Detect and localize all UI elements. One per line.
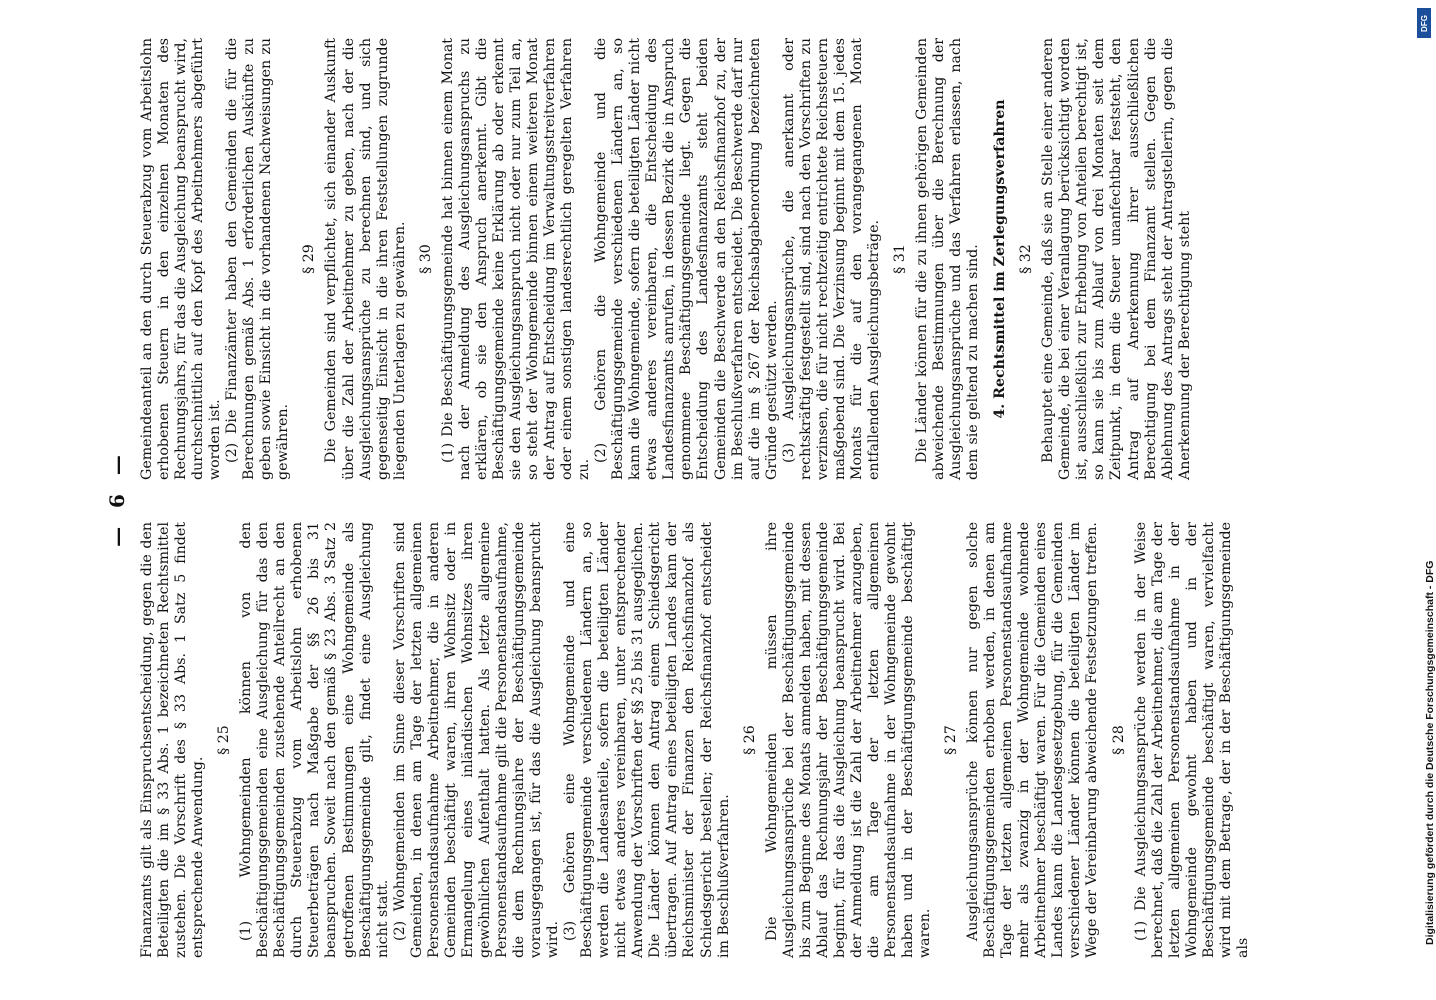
section-heading: § 30 [417,244,434,274]
right-column [139,38,1335,480]
paragraph: Die Wohngemeinden müssen ihre Ausgleichungsansprüche bei der Beschäftigungsgemeinde bis zum Beginne des Monats anmelden haben, mit dessen Ablauf das Rechnungsjahr der Beschäftigungsgemeinde beginnt, für das die Ausgleichung beansprucht wird. Bei der Anmeldung ist die Zahl der Arbeitnehmer anzugeben, die am Tage der letzten allgemeinen Personenstandsaufnahme in der Wohngemeinde gewohnt haben und in der Beschäftigungsgemeinde beschäftigt waren. [763,522,934,958]
paragraph: Behauptet eine Gemeinde, daß sie an Stelle einer anderen Gemeinde, die bei einer Veranlagung berücksichtigt worden ist, ausschließlich zur Erhebung von Anteilen berechtigt ist, so kann sie bis zum Ablauf von drei Monaten seit dem Zeitpunkt, in dem die Steuer unanfechtbar feststeht, den Antrag auf Anerkennung ihrer ausschließlichen Berechtigung bei dem Finanzamt stellen. Gegen die Ablehnung des Antrags steht der Antragstellerin, gegen die Anerkennung der Berechtigung steht [1040,38,1193,480]
paragraph: (2) Gehören die Wohngemeinde und die Beschäftigungsgemeinde verschiedenen Ländern an, so kann die Wohngemeinde, sofern die beteiligten Länder nicht etwas anderes vereinbaren, die Entscheidung des Landesfinanzamts anrufen, in dessen Bezirk die in Anspruch genommene Beschäftigungsgemeinde liegt. Gegen die Entscheidung des Landesfinanzamts steht beiden Gemeinden die Beschwerde an den Reichsfinanzhof zu, der im Beschlußverfahren entscheidet. Die Beschwerde darf nur auf die im § 267 der Reichsabgabenordnung bezeichneten Gründe gestützt werden. [593,38,780,480]
rotated-document-page [105,38,1335,958]
section-heading: § 32 [1018,244,1035,274]
paragraph: (1) Die Beschäftigungsgemeinde hat binnen einem Monat nach der Anmeldung des Ausgleichungsanspruchs zu erklären, ob sie den Anspruch anerkennt. Gibt die Beschäftigungsgemeinde keine Erklärung ab oder erkennt sie den Ausgleichungsanspruch nicht oder nur zum Teil an, so steht der Wohngemeinde binnen einem weiteren Monat der Antrag auf Entscheidung im Verwaltungsstreitverfahren oder einem sonstigen landesrechtlich geregelten Verfahren zu. [439,38,593,480]
section-heading: § 26 [741,725,758,755]
section-heading: § 28 [1110,725,1127,755]
paragraph: (3) Gehören eine Wohngemeinde und eine Beschäftigungsgemeinde verschiedenen Ländern an, so werden die Landesanteile, sofern die beteiligten Länder nicht etwas anderes vereinbaren, unter entsprechender Anwendung der Vorschriften der §§ 25 bis 31 ausgeglichen. Die Länder können den Antrag einem Schiedsgericht übertragen. Auf Antrag eines beteiligten Landes kann der Reichsminister der Finanzen den Reichsfinanzhof als Schiedsgericht bestellen; der Reichsfinanzhof entscheidet im Beschlußverfahren. [562,522,732,958]
chapter-heading: 4. Rechtsmittel im Zerlegungsverfahren [992,99,1009,419]
paragraph: Gemeindeanteil an den durch Steuerabzug vom Arbeitslohn erhobenen Steuern in den einzelnen Monaten des Rechnungsjahrs, für das die Ausgleichung beansprucht wird, durchschnittlich auf den Kopf des Arbeitnehmers abgeführt worden ist. [139,38,224,480]
paragraph: (2) Wohngemeinden im Sinne dieser Vorschriften sind Gemeinden, in denen am Tage der letzten allgemeinen Personenstandsaufnahme Arbeitnehmer, die in anderen Gemeinden beschäftigt waren, ihren Wohnsitz oder in Ermangelung eines inländischen Wohnsitzes ihren gewöhnlichen Aufenthalt hatten. Als letzte allgemeine Personenstandsaufnahme gilt die Personenstandsaufnahme, die dem Rechnungsjahre der Beschäftigungsgemeinde vorausgegangen ist, für das die Ausgleichung beansprucht wird. [391,522,562,958]
paragraph: (3) Ausgleichungsansprüche, die anerkannt oder rechtskräftig festgestellt sind, sind nach den Vorschriften zu verzinsen, die für nicht rechtzeitig entrichtete Reichssteuern maßgebend sind. Die Verzinsung beginnt mit dem 15. jedes Monats für die auf den vorangegangenen Monat entfallenden Ausgleichungsbeträge. [780,38,882,480]
paragraph: (2) Die Finanzämter haben den Gemeinden die für die Berechnungen gemäß Abs. 1 erforderlichen Auskünfte zu geben sowie Einsicht in die vorhandenen Nachweisungen zu gewähren. [224,38,292,480]
dfg-logo [1417,8,1431,38]
left-column [139,522,1335,958]
paragraph: Finanzamts gilt als Einspruchsentscheidung, gegen die den Beteiligten die im § 33 Abs. 1 bezeichneten Rechtsmittel zustehen. Die Vorschrift des § 33 Abs. 1 Satz 5 findet entsprechende Anwendung. [139,522,207,958]
paragraph: Ausgleichungsansprüche können nur gegen solche Beschäftigungsgemeinden erhoben werden, in denen am Tage der letzten allgemeinen Personenstandsaufnahme mehr als zwanzig in der Wohngemeinde wohnende Arbeitnehmer beschäftigt waren. Für die Gemeinden eines Landes kann die Landesgesetzgebung, für die Gemeinden verschiedener Länder können die beteiligten Länder im Wege der Vereinbarung abweichende Festsetzungen treffen. [965,522,1101,958]
digitization-credit: Digitalisierung gefördert durch die Deutsche Forschungsgemeinschaft - DFG [1424,560,1436,945]
paragraph: Die Gemeinden sind verpflichtet, sich einander Auskunft über die Zahl der Arbeitnehmer zu geben, nach der die Ausgleichungsansprüche zu berechnen sind, und sich gegenseitig Einsicht in die ihren Feststellungen zugrunde liegenden Unterlagen zu gewähren. [323,38,408,480]
section-heading: § 29 [301,244,318,274]
paragraph: Die Länder können für die zu ihnen gehörigen Gemeinden abweichende Bestimmungen über die Berechnung der Ausgleichungsansprüche und das Verfahren erlassen, nach dem sie geltend zu machen sind. [914,38,982,480]
section-heading: § 31 [891,244,908,274]
page-number: — 6 — [105,449,129,547]
paragraph: (1) Die Ausgleichungsansprüche werden in der Weise berechnet, daß die Zahl der Arbeitnehmer, die am Tage der letzten allgemeinen Personenstandsaufnahme in der Wohngemeinde gewohnt haben und in der Beschäftigungsgemeinde beschäftigt waren, vervielfacht wird mit dem Betrage, der in der Beschäftigungsgemeinde als [1132,522,1251,958]
dfg-logo-text: DFG [1419,14,1429,32]
section-heading: § 27 [943,725,960,755]
section-heading: § 25 [216,725,233,755]
paragraph: (1) Wohngemeinden können von den Beschäftigungsgemeinden eine Ausgleichung für das den Beschäftigungsgemeinden zustehende Anteilrecht an den durch Steuerabzug vom Arbeitslohn erhobenen Steuerbeträgen nach Maßgabe der §§ 26 bis 31 beanspruchen. Soweit nach den gemäß § 23 Abs. 3 Satz 2 getroffenen Bestimmungen eine Wohngemeinde als Beschäftigungsgemeinde gilt, findet eine Ausgleichung nicht statt. [238,522,391,958]
